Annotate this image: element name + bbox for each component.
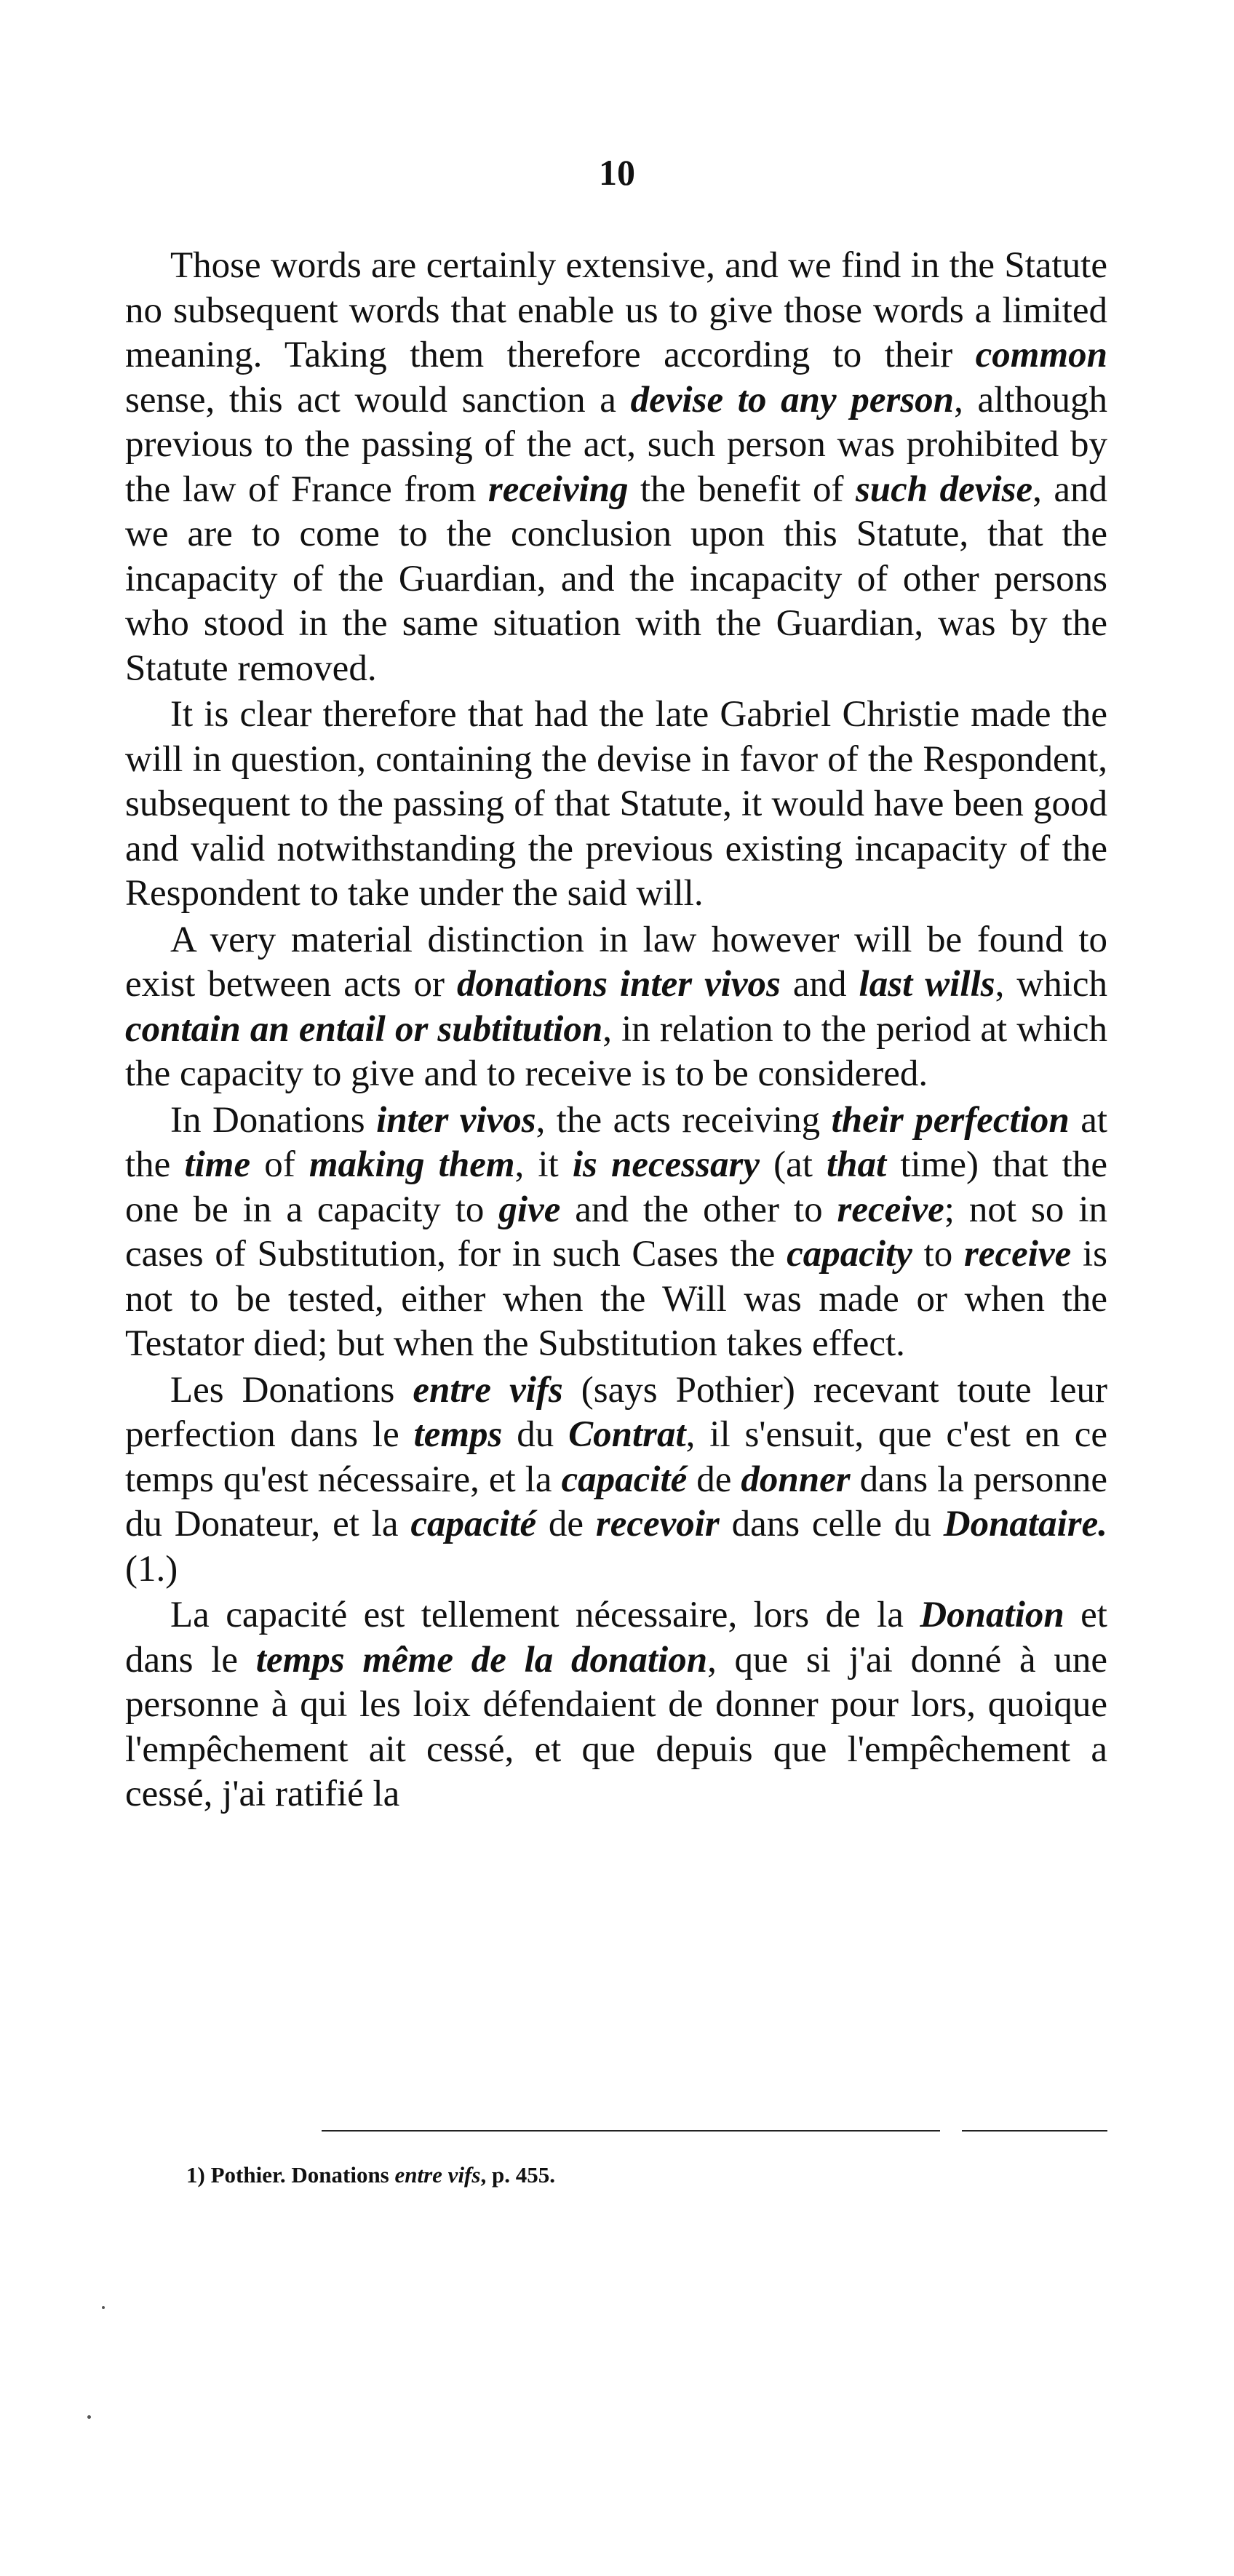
text-run: (1.) bbox=[125, 1548, 178, 1590]
text-run: to bbox=[912, 1234, 965, 1275]
italic-phrase: Donation bbox=[920, 1595, 1064, 1635]
italic-phrase: that bbox=[827, 1144, 887, 1185]
text-run: of bbox=[250, 1144, 309, 1185]
footnote-rule-short bbox=[962, 2130, 1107, 2132]
italic-phrase: temps bbox=[413, 1414, 503, 1455]
paragraph bbox=[125, 1368, 1107, 1592]
text-run: Those words are certainly extensive, and we find in the Statute no subsequent words that enable us to give those words a limited meaning. Taking them therefore according to their bbox=[125, 245, 1107, 375]
italic-phrase: recevoir bbox=[595, 1504, 720, 1544]
text-run: , il s'ensuit, que c'est en ce temps qu'est nécessaire, et la bbox=[125, 1414, 1107, 1500]
text-run: sense, this act would sanction a bbox=[125, 379, 631, 420]
footnote-separator bbox=[125, 2130, 1107, 2139]
italic-phrase: common bbox=[975, 335, 1107, 375]
italic-phrase: Contrat bbox=[568, 1414, 686, 1455]
italic-phrase: receive bbox=[964, 1234, 1072, 1275]
text-run: de bbox=[536, 1504, 596, 1544]
text-run: , que si j'ai donné à une personne à qui les loix défendaient de donner pour lors, quoique l'empêchement ait cessé, et que depuis que l'empêchement a cessé, j'ai ratifié la bbox=[125, 1639, 1107, 1814]
italic-phrase: such devise bbox=[855, 468, 1033, 510]
text-run: , and we are to come to the conclusion upon this Statute, that the incapacity of the Guardian, and the incapacity of other persons who stood in the same situation with the Guardian, was by the Statute removed. bbox=[125, 468, 1107, 689]
italic-phrase: inter vivos bbox=[376, 1099, 536, 1141]
text-run: et dans le bbox=[125, 1595, 1107, 1680]
text-run: du bbox=[502, 1414, 569, 1455]
footnote-rule bbox=[322, 2130, 940, 2132]
italic-phrase: entre vifs bbox=[413, 1369, 563, 1411]
text-run: In Donations bbox=[170, 1099, 377, 1141]
italic-phrase: is necessary bbox=[572, 1144, 760, 1185]
italic-phrase: receiving bbox=[487, 468, 629, 510]
paragraph bbox=[125, 1098, 1107, 1367]
text-run: La capacité est tellement nécessaire, lors de la bbox=[170, 1595, 920, 1635]
text-run: dans celle du bbox=[719, 1504, 944, 1544]
italic-phrase: time bbox=[184, 1144, 251, 1185]
footnote-title: Donations bbox=[291, 2162, 389, 2188]
italic-phrase: their perfection bbox=[831, 1099, 1070, 1141]
italic-phrase: making them bbox=[308, 1144, 515, 1185]
text-run: , the acts receiving bbox=[536, 1099, 832, 1141]
italic-phrase: receive bbox=[837, 1189, 944, 1230]
text-run: dans la personne du Donateur, et la bbox=[125, 1459, 1107, 1544]
paragraph bbox=[125, 918, 1107, 1097]
italic-phrase: capacity bbox=[787, 1234, 912, 1275]
text-run: at the bbox=[125, 1099, 1108, 1185]
text-run: time) that the one be in a capacity to bbox=[125, 1144, 1107, 1230]
text-run: and bbox=[780, 964, 859, 1005]
italic-phrase: last wills bbox=[859, 964, 995, 1005]
footnote-author: Pothier. bbox=[210, 2162, 286, 2188]
footnote-page: , p. 455. bbox=[480, 2162, 555, 2188]
paragraph bbox=[125, 244, 1107, 691]
italic-phrase: temps même de la donation bbox=[255, 1639, 708, 1680]
italic-phrase: devise to any person bbox=[630, 379, 955, 420]
footnote-marker: 1) bbox=[186, 2162, 205, 2188]
text-run: the benefit of bbox=[628, 468, 856, 510]
italic-phrase: capacité bbox=[410, 1504, 537, 1544]
italic-phrase: donner bbox=[741, 1459, 851, 1500]
text-run: and the other to bbox=[560, 1189, 837, 1230]
italic-phrase: contain an entail or subtitution bbox=[125, 1008, 603, 1050]
italic-phrase: capacité bbox=[561, 1459, 688, 1500]
text-run: , in relation to the period at which the capacity to give and to receive is to be considered. bbox=[125, 1008, 1107, 1094]
text-run: ; not so in cases of Substitution, for in such Cases the bbox=[125, 1189, 1107, 1275]
text-run: is not to be tested, either when the Will was made or when the Testator died; but when the Substitution takes effect. bbox=[125, 1234, 1107, 1364]
page-number: 10 bbox=[599, 152, 635, 193]
footnote-title-italic: entre vifs bbox=[394, 2162, 481, 2188]
text-run: , although previous to the passing of the act, such person was prohibited by the law of France from bbox=[125, 379, 1107, 510]
paragraph bbox=[125, 1593, 1107, 1817]
text-run: A very material distinction in law however will be found to exist between acts or bbox=[125, 919, 1107, 1005]
body-text bbox=[125, 244, 1107, 1817]
text-run: (says Pothier) recevant toute leur perfection dans le bbox=[125, 1369, 1107, 1455]
footnote bbox=[186, 2162, 555, 2188]
text-run: Les Donations bbox=[170, 1369, 413, 1411]
italic-phrase: donations inter vivos bbox=[457, 964, 781, 1005]
italic-phrase: give bbox=[498, 1189, 561, 1230]
paragraph bbox=[125, 693, 1107, 917]
text-run: It is clear therefore that had the late Gabriel Christie made the will in question, containing the devise in favor of the Respondent, subsequent to the passing of that Statute, it would have been good and valid notwithstanding the previous existing incapacity of the Respondent to take under the said will. bbox=[125, 694, 1107, 914]
text-run: , it bbox=[514, 1144, 573, 1185]
text-run: , which bbox=[995, 964, 1107, 1005]
text-run: (at bbox=[759, 1144, 827, 1185]
italic-phrase: Donataire. bbox=[943, 1504, 1108, 1544]
text-run: de bbox=[687, 1459, 741, 1500]
